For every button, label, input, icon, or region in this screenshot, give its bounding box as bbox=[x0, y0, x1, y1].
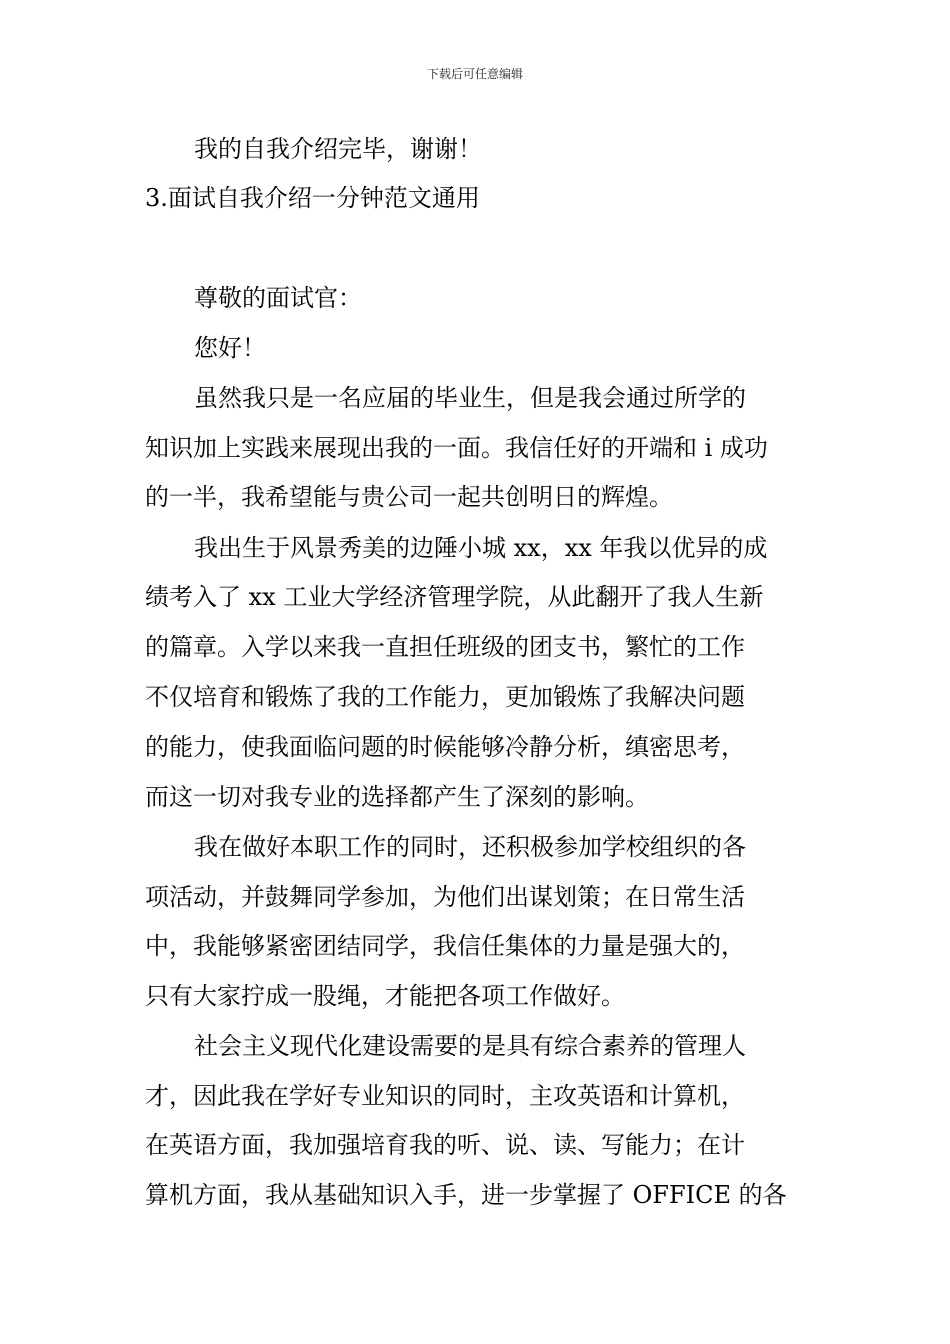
paragraph-line: 算机方面，我从基础知识入手，进一步掌握了 OFFICE 的各 bbox=[145, 1181, 787, 1209]
paragraph-line: 虽然我只是一名应届的毕业生，但是我会通过所学的 bbox=[194, 384, 746, 412]
page-header-note: 下载后可任意编辑 bbox=[426, 67, 523, 81]
paragraph-line: 只有大家拧成一股绳，才能把各项工作做好。 bbox=[145, 982, 625, 1010]
paragraph-line: 的一半，我希望能与贵公司一起共创明日的辉煌。 bbox=[145, 483, 673, 511]
paragraph-line: 不仅培育和锻炼了我的工作能力，更加锻炼了我解决问题 bbox=[145, 683, 745, 711]
paragraph-line: 中，我能够紧密团结同学，我信任集体的力量是强大的， bbox=[145, 932, 745, 960]
paragraph-line: 我出生于风景秀美的边陲小城 xx，xx 年我以优异的成 bbox=[194, 534, 768, 562]
paragraph-line: 社会主义现代化建设需要的是具有综合素养的管理人 bbox=[194, 1032, 746, 1060]
paragraph-line: 才，因此我在学好专业知识的同时，主攻英语和计算机， bbox=[145, 1082, 745, 1110]
body-line: 我的自我介绍完毕，谢谢！ bbox=[194, 135, 482, 163]
greeting-line: 您好！ bbox=[194, 334, 266, 362]
paragraph-line: 在英语方面，我加强培育我的听、说、读、写能力；在计 bbox=[145, 1131, 745, 1159]
paragraph-line: 知识加上实践来展现出我的一面。我信任好的开端和 i 成功 bbox=[145, 434, 768, 462]
paragraph-line: 的能力，使我面临问题的时候能够冷静分析，缜密思考， bbox=[145, 733, 745, 761]
paragraph-line: 项活动，并鼓舞同学参加，为他们出谋划策；在日常生活 bbox=[145, 883, 745, 911]
paragraph-line: 而这一切对我专业的选择都产生了深刻的影响。 bbox=[145, 783, 649, 811]
section-heading: 3.面试自我介绍一分钟范文通用 bbox=[145, 184, 480, 212]
paragraph-line: 我在做好本职工作的同时，还积极参加学校组织的各 bbox=[194, 833, 746, 861]
paragraph-line: 绩考入了 xx 工业大学经济管理学院，从此翻开了我人生新 bbox=[145, 583, 764, 611]
salutation-line: 尊敬的面试官： bbox=[194, 284, 362, 312]
paragraph-line: 的篇章。入学以来我一直担任班级的团支书，繁忙的工作 bbox=[145, 633, 745, 661]
